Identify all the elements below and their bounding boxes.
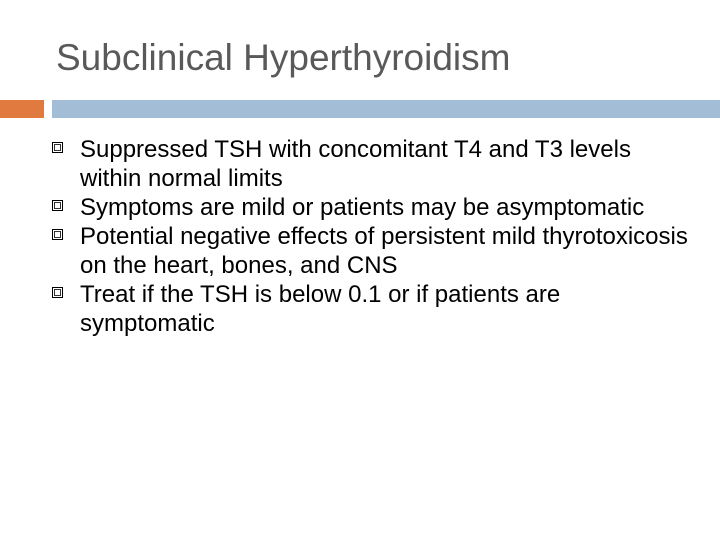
- bullet-text: Treat if the TSH is below 0.1 or if patients are symptomatic: [80, 281, 561, 337]
- square-bullet-icon: [52, 287, 63, 298]
- bullet-list: [52, 135, 692, 338]
- bullet-item: [52, 222, 692, 280]
- bullet-item: [52, 280, 692, 338]
- bullet-item: [52, 193, 692, 222]
- bullet-item: [52, 135, 692, 193]
- square-bullet-icon: [52, 142, 63, 153]
- bullet-text: Symptoms are mild or patients may be asymptomatic: [80, 194, 645, 221]
- accent-bar: [0, 100, 44, 118]
- slide-title: Subclinical Hyperthyroidism: [56, 37, 511, 78]
- square-bullet-icon: [52, 229, 63, 240]
- bullet-text: Potential negative effects of persistent mild thyrotoxicosis on the heart, bones, and CNS: [80, 223, 688, 279]
- bullet-text: Suppressed TSH with concomitant T4 and T3 levels within normal limits: [80, 136, 631, 192]
- square-bullet-icon: [52, 200, 63, 211]
- title-rule-bar: [52, 100, 720, 118]
